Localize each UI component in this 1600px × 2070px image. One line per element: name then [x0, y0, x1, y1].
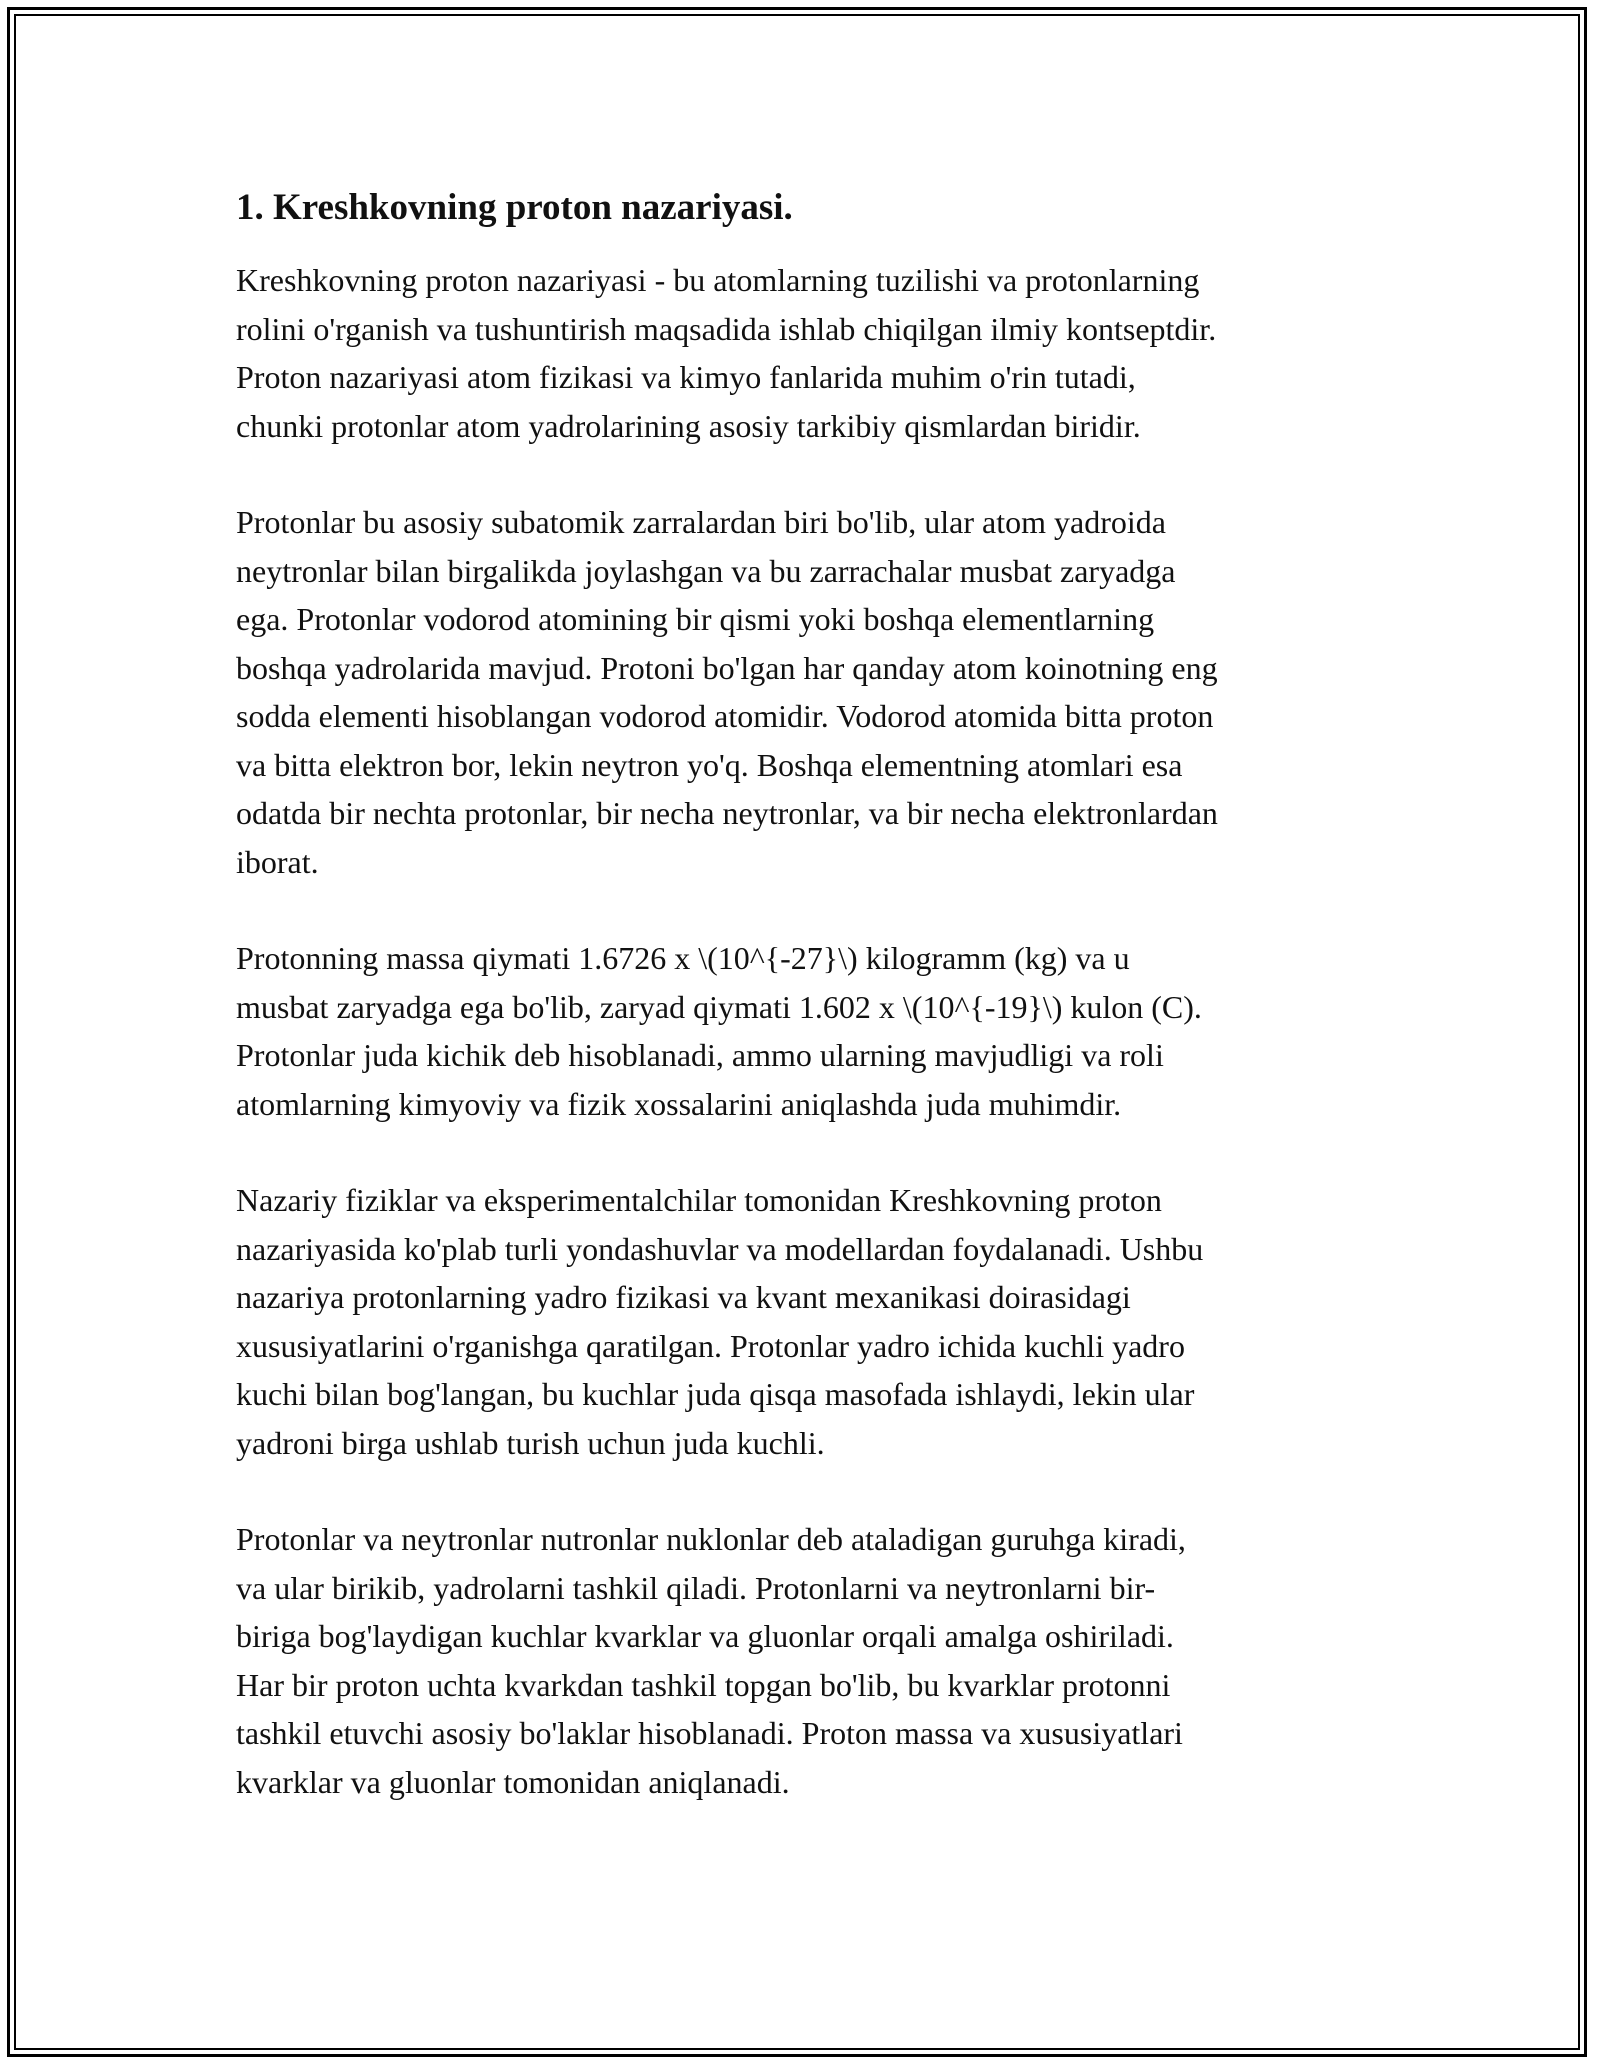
document-body: [236, 186, 1376, 1854]
paragraph-subatomic: Protonlar bu asosiy subatomik zarralardan biri bo'lib, ular atom yadroida neytronlar bilan birgalikda joylashgan va bu zarrachalar musbat zaryadga ega. Protonlar vodorod atomining bir qismi yoki boshqa elementlarning boshqa yadrolarida mavjud. Protoni bo'lgan har qanday atom koinotning eng sodda elementi hisoblangan vodorod atomidir. Vodorod atomida bitta proton va bitta elektron bor, lekin neytron yo'q. Boshqa elementning atomlari esa odatda bir nechta protonlar, bir necha neytronlar, va bir necha elektronlardan iborat.: [236, 504, 1218, 880]
paragraph-nucleons: Protonlar va neytronlar nutronlar nuklonlar deb ataladigan guruhga kiradi, va ular birikib, yadrolarni tashkil qiladi. Protonlarni va neytronlarni bir- biriga bog'laydigan kuchlar kvarklar va gluonlar orqali amalga oshiriladi. Har bir proton uchta kvarkdan tashkil topgan bo'lib, bu kvarklar protonni tashkil etuvchi asosiy bo'laklar hisoblanadi. Proton massa va xususiyatlari kvarklar va gluonlar tomonidan aniqlanadi.: [236, 1521, 1186, 1800]
paragraph-intro: Kreshkovning proton nazariyasi - bu atomlarning tuzilishi va protonlarning rolini o'rganish va tushuntirish maqsadida ishlab chiqilgan ilmiy kontseptdir. Proton nazariyasi atom fizikasi va kimyo fanlarida muhim o'rin tutadi, chunki protonlar atom yadrolarining asosiy tarkibiy qismlardan biridir.: [236, 262, 1217, 444]
paragraph-mass-charge: Protonning massa qiymati 1.6726 x \(10^{-27}\) kilogramm (kg) va u musbat zaryadga ega bo'lib, zaryad qiymati 1.602 x \(10^{-19}\) kulon (C). Protonlar juda kichik deb hisoblanadi, ammo ularning mavjudligi va roli atomlarning kimyoviy va fizik xossalarini aniqlashda juda muhimdir.: [236, 940, 1202, 1122]
page-title: 1. Kreshkovning proton nazariyasi.: [236, 187, 793, 228]
paragraph-theory: Nazariy fiziklar va eksperimentalchilar tomonidan Kreshkovning proton nazariyasida ko'plab turli yondashuvlar va modellardan foydalanadi. Ushbu nazariya protonlarning yadro fizikasi va kvant mexanikasi doirasidagi xususiyatlarini o'rganishga qaratilgan. Protonlar yadro ichida kuchli yadro kuchi bilan bog'langan, bu kuchlar juda qisqa masofada ishlaydi, lekin ular yadroni birga ushlab turish uchun juda kuchli.: [236, 1182, 1204, 1461]
